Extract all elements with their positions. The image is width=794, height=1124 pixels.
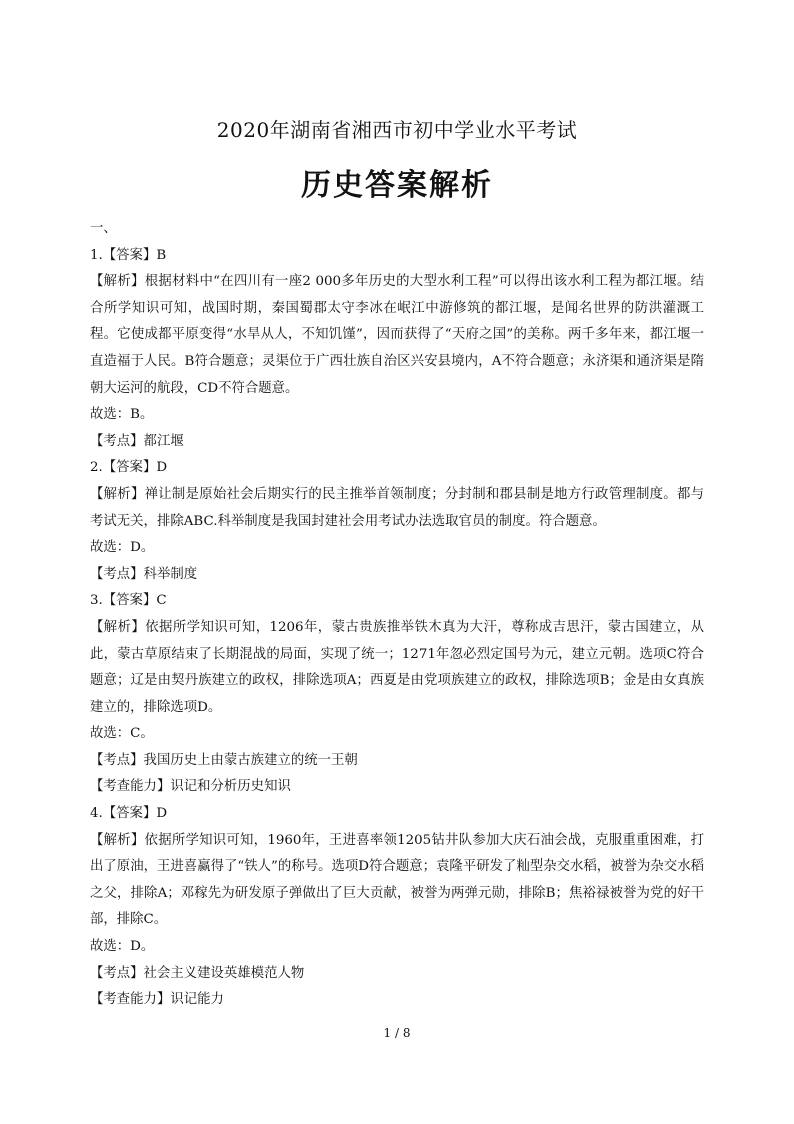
- question-1-answer: 1.【答案】B: [90, 247, 167, 263]
- page-number: 1 / 8: [383, 1026, 411, 1040]
- document-subtitle: 历史答案解析: [301, 168, 493, 203]
- exam-title: 2020年湖南省湘西市初中学业水平考试: [216, 118, 578, 142]
- question-2-answer: 2.【答案】D: [90, 460, 168, 476]
- question-4-answer: 4.【答案】D: [90, 806, 168, 822]
- question-2-analysis: 【解析】禅让制是原始社会后期实行的民主推举首领制度；分封制和郡县制是地方行政管理制度。都与考试无关，排除ABC.科举制度是我国封建社会用考试办法选取官员的制度。符合题意。: [90, 486, 704, 529]
- question-1-point: 【考点】都江堰: [90, 433, 184, 449]
- question-2-point: 【考点】科举制度: [90, 566, 198, 582]
- question-3-analysis: 【解析】依据所学知识可知，1206年，蒙古贵族推举铁木真为大汗，尊称成吉思汗，蒙古国建立，从此，蒙古草原结束了长期混战的局面，实现了统一；1271年忽必烈定国号为元，建立元朝。选项C符合题意；辽是由契丹族建立的政权，排除选项A；西夏是由党项族建立的政权，排除选项B；金是由女真族建立的，排除选项D。: [90, 619, 704, 715]
- question-1-analysis: 【解析】根据材料中“在四川有一座2 000多年历史的大型水利工程”可以得出该水利工程为都江堰。结合所学知识可知，战国时期，秦国蜀郡太守李冰在岷江中游修筑的都江堰，是闻名世界的防洪灌溉工程。它使成都平原变得“水旱从人，不知饥馑”，因而获得了“天府之国”的美称。两千多年来，都江堰一直造福于人民。B符合题意；灵渠位于广西壮族自治区兴安县境内，A不符合题意；永济渠和通济渠是隋朝大运河的航段，CD不符合题意。: [90, 274, 704, 396]
- question-4-choice: 故选：D。: [90, 939, 155, 955]
- question-3-point: 【考点】我国历史上由蒙古族建立的统一王朝: [90, 752, 358, 768]
- question-3-answer: 3.【答案】C: [90, 593, 167, 609]
- question-3-ability: 【考查能力】识记和分析历史知识: [90, 779, 291, 795]
- answer-content: [90, 216, 704, 1014]
- question-2-choice: 故选：D。: [90, 540, 155, 556]
- question-4-analysis: 【解析】依据所学知识可知，1960年，王进喜率领1205钻井队参加大庆石油会战，克服重重困难，打出了原油，王进喜赢得了“铁人”的称号。选项D符合题意；袁隆平研发了籼型杂交水稻，被誉为杂交水稻之父，排除A；邓稼先为研发原子弹做出了巨大贡献，被誉为两弹元勋，排除B；焦裕禄被誉为党的好干部，排除C。: [90, 832, 704, 928]
- section-heading: 一、: [90, 221, 117, 236]
- question-4-point: 【考点】社会主义建设英雄模范人物: [90, 965, 305, 981]
- question-4-ability: 【考查能力】识记能力: [90, 992, 224, 1008]
- question-3-choice: 故选：C。: [90, 726, 154, 742]
- question-1-choice: 故选：B。: [90, 407, 154, 423]
